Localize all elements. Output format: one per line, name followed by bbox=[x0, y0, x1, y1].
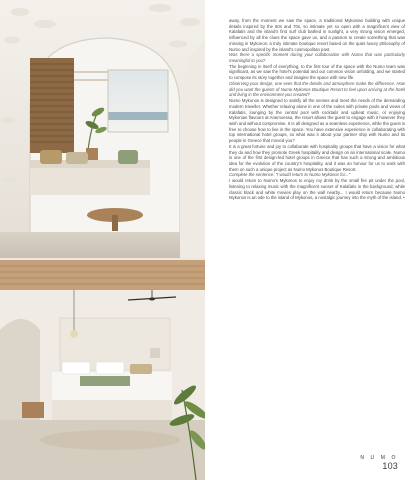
article-paragraph-3: Numo Mykonos is designed to satisfy all the senses and meet the needs of the demanding modern traveller. Whether relaxing alone in one of the suites with private pools and views of Kalafatis, lounging by the central pool with cocktails and upbeat music, or enjoying Mykonian flavours at Anemoessa, the resort allows the guest to engage with it however they wish and without compromise. It is all designed as a seamless experience, while the guest is free to choose how to live in the space. You have extensive experience in collaborating with top international hotel groups, so what was it about your partner ship with Numo and its people in Greece that moved you? bbox=[229, 98, 405, 144]
interview-question-3: Complete the sentence: "I would return to Numo Mykonos for..." bbox=[229, 172, 351, 178]
article-paragraph-2: The beginning in itself of everything, to the first tour of the space with the Numo team was significant, as we saw the hotel's potential and our common vision unfolding, and we started to compose its story together and imagine the space with new life. bbox=[229, 63, 405, 81]
interview-question-2: Observing your design, one sees that the details and atmosphere make the difference. How did you want the guests of Numo Mykonos Boutique Resort to feel upon arriving at the hotel and living in the environment you created? bbox=[229, 80, 405, 98]
photo-column bbox=[0, 0, 205, 480]
article-paragraph-5: I would return to Numo's Mykonos to enjoy my drink by the small fire pit under the pool, listening to relaxing music with the magnificent sunset of Kalafatis in the background, while classic black and white movies play on the wall nearby... I would return because Numo Mykonos is an ode to the island of Mykonos, a nostalgic journey into the myth of the island. • bbox=[229, 178, 405, 201]
article-body bbox=[229, 18, 405, 201]
page-number: 103 bbox=[382, 461, 398, 471]
article-paragraph-1: away, from the moment we saw the space, a traditional Mykonian building with unique details inspired by the 60s and 70s, so intimate yet so open with a magnificent view of Kalafatis and the island's first surf club bathed in sunlight, a very strong vision emerged, influenced by all the clues the space gave us, and a passion to create something that was missing in Mykonos: a truly intimate boutique resort based on the quiet luxury philosophy of Numo and inspired by the island's cosmopolitan past. bbox=[229, 18, 405, 52]
photo-living-room bbox=[0, 0, 205, 258]
interview-question-1: Was there a specific moment during your collaboration with Numo that was particularly meaningful to you? bbox=[229, 52, 405, 64]
magazine-name: N U M O bbox=[360, 455, 398, 461]
photo-illustration bbox=[0, 0, 205, 480]
photo-bedroom bbox=[0, 260, 205, 480]
page-folio bbox=[360, 455, 398, 471]
article-paragraph-4: It is a great fortune and joy to collaborate with hospitality groups that have a vision for what they do and how they promote Greek hospitality and design on an international scale. Numo is one of the first design-led hotel groups in Greece that has such a strong and ambitious idea for the evolution of the country's hospitality, and it was an honour for us to work with them on such a unique project as Numo Mykonos Boutique Resort. bbox=[229, 143, 405, 172]
